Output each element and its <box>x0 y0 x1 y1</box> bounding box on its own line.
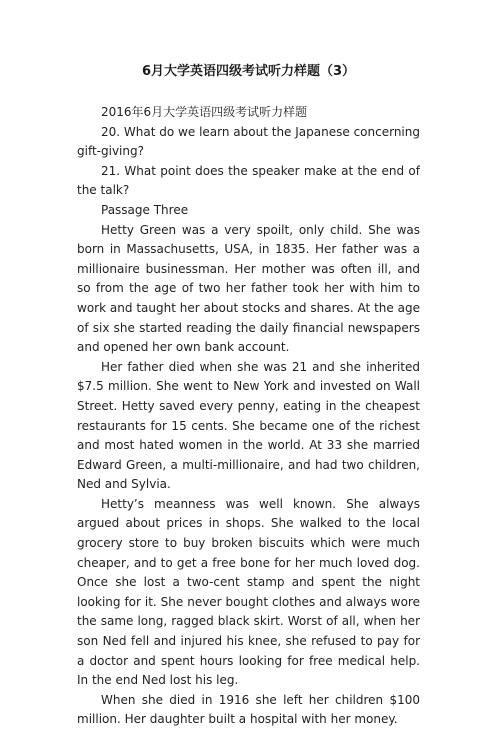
paragraph-body: Hetty’s meanness was well known. She always argued about prices in shops. She walked to the local grocery store to buy broken biscuits which were much cheaper, and to get a free bone for her much loved dog. Once she lost a two-cent stamp and spent the night looking for it. She never bought clothes and always wore the same long, ragged black skirt. Worst of all, when her son Ned fell and injured his knee, she refused to pay for a doctor and spent hours looking for free medical help. In the end Ned lost his leg. <box>77 496 420 688</box>
paragraph-question-21: 21. What point does the speaker make at the end of the talk? <box>77 163 420 198</box>
page-title: 6月大学英语四级考试听力样题（3） <box>141 64 356 79</box>
paragraph-passage-heading: Passage Three <box>101 202 189 217</box>
paragraph-body: When she died in 1916 she left her children $100 million. Her daughter built a hospital with her money. <box>77 692 420 727</box>
paragraph-body: Her father died when she was 21 and she inherited $7.5 million. She went to New York and invested on Wall Street. Hetty saved every penny, eating in the cheapest restaurants for 15 cents. She became one of the richest and most hated women in the world. At 33 she married Edward Green, a multi-millionaire, and had two children, Ned and Sylvia. <box>77 359 420 492</box>
paragraph-subtitle: 2016年6月大学英语四级考试听力样题 <box>101 105 308 119</box>
paragraph-question-20: 20. What do we learn about the Japanese concerning gift-giving? <box>77 124 420 159</box>
paragraph-body: Hetty Green was a very spoilt, only child. She was born in Massachusetts, USA, in 1835. Her father was a millionaire businessman. Her mother was often ill, and so from the age of two her father took her with him to work and taught her about stocks and shares. At the age of six she started reading the daily financial newspapers and opened her own bank account. <box>77 222 420 355</box>
